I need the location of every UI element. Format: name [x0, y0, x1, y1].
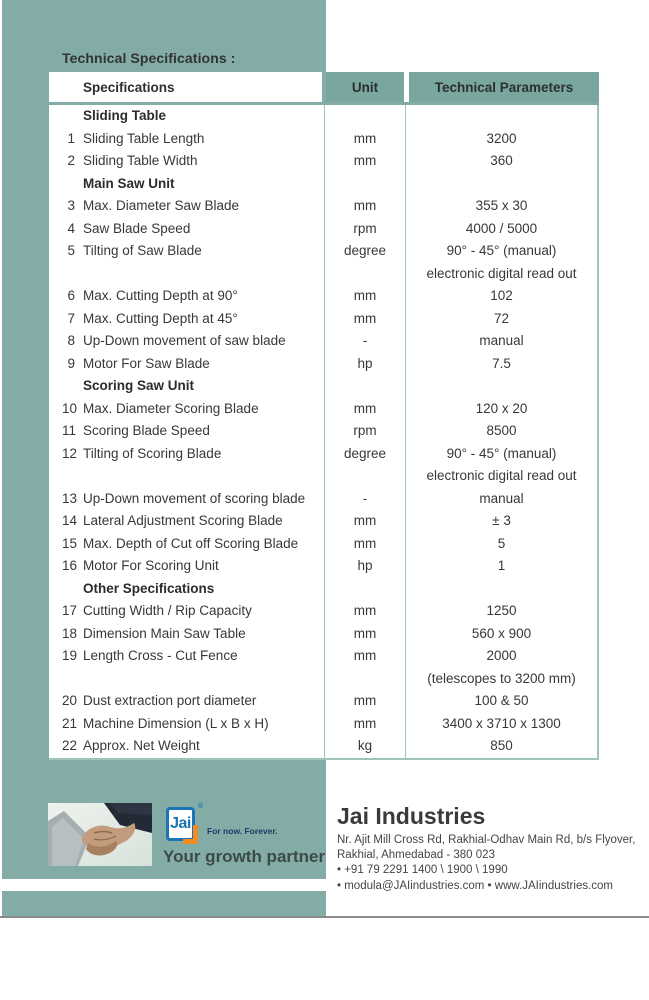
spec-row	[49, 285, 597, 308]
brand-tagline: Your growth partner	[163, 847, 326, 866]
unit-cell	[325, 375, 406, 398]
unit-cell: degree	[325, 240, 406, 285]
row-number: 14	[62, 513, 78, 528]
value-cell: 3200	[486, 130, 517, 146]
value-cell: 850	[490, 738, 513, 753]
value-cell: 102	[490, 288, 513, 303]
company-phone: • +91 79 2291 1400 \ 1900 \ 1990	[337, 864, 508, 877]
row-number: 7	[67, 310, 75, 326]
value-cell: 90° - 45° (manual) electronic digital read out	[426, 243, 577, 281]
spec-cell	[49, 578, 325, 601]
value-cell	[406, 173, 597, 196]
spec-label: Dust extraction port diameter	[83, 693, 257, 708]
row-number: 13	[62, 490, 78, 506]
unit-cell: mm	[325, 645, 406, 690]
spec-cell	[49, 128, 325, 151]
spec-cell	[49, 555, 325, 578]
unit-cell: mm	[325, 533, 406, 556]
value-cell: 7.5	[492, 355, 511, 371]
unit-cell: mm	[325, 195, 406, 218]
jai-logo-orange-accent	[183, 839, 198, 844]
unit-cell: mm	[325, 398, 406, 421]
spec-cell	[49, 713, 325, 736]
spec-cell	[49, 398, 325, 421]
row-number: 5	[67, 243, 75, 258]
spec-cell	[49, 285, 325, 308]
spec-cell	[49, 735, 325, 758]
row-number: 6	[67, 288, 75, 303]
value-cell: 120 x 20	[475, 400, 528, 416]
company-contacts: • modula@JAIindustries.com • www.JAIindustries.com	[337, 879, 614, 892]
unit-cell: -	[325, 330, 406, 353]
value-cell: 360	[490, 153, 513, 168]
column-header-unit: Unit	[326, 72, 404, 102]
spec-cell	[49, 308, 325, 331]
value-cell: 72	[493, 310, 510, 326]
page-title: Technical Specifications :	[62, 50, 236, 66]
spec-row	[49, 645, 597, 690]
row-number: 2	[67, 153, 75, 168]
row-number: 20	[62, 693, 78, 708]
spec-cell	[49, 420, 325, 443]
row-number: 18	[62, 625, 78, 641]
value-cell: 2000 (telescopes to 3200 mm)	[427, 648, 576, 686]
spec-label: Motor For Scoring Unit	[83, 558, 219, 573]
spec-label: Sliding Table Width	[83, 153, 198, 168]
row-number: 9	[67, 355, 75, 371]
spec-label: Lateral Adjustment Scoring Blade	[83, 513, 283, 528]
value-cell: manual	[479, 333, 524, 348]
row-number: 11	[62, 423, 77, 438]
spec-cell	[49, 690, 325, 713]
value-cell: 355 x 30	[475, 198, 528, 213]
unit-cell: mm	[325, 285, 406, 308]
spec-label: Max. Depth of Cut off Scoring Blade	[83, 535, 299, 551]
jai-logo	[166, 807, 195, 841]
spec-cell	[49, 330, 325, 353]
spec-table	[49, 72, 599, 760]
spec-row	[49, 623, 597, 646]
row-number: 10	[62, 400, 78, 416]
row-number	[62, 173, 75, 196]
row-number	[62, 375, 75, 398]
spec-row	[49, 353, 597, 376]
brand-slogan: For now. Forever.	[207, 826, 278, 836]
spec-row	[49, 330, 597, 353]
section-row	[49, 105, 597, 128]
spec-cell	[49, 443, 325, 488]
spec-label: Motor For Saw Blade	[83, 355, 210, 371]
spec-cell	[49, 240, 325, 285]
spec-row	[49, 195, 597, 218]
row-number: 17	[62, 603, 78, 618]
company-address-line1: Nr. Ajit Mill Cross Rd, Rakhial-Odhav Main Rd, b/s Flyover,	[337, 834, 636, 846]
unit-cell	[325, 578, 406, 601]
value-cell	[406, 375, 597, 398]
spec-row	[49, 128, 597, 151]
spec-label: Machine Dimension (L x B x H)	[83, 715, 269, 731]
spec-cell	[49, 375, 325, 398]
unit-cell: hp	[325, 353, 406, 376]
unit-cell: kg	[325, 735, 406, 758]
row-number: 12	[62, 445, 78, 461]
unit-cell: mm	[325, 623, 406, 646]
unit-cell	[325, 105, 406, 128]
spec-row	[49, 600, 597, 623]
spec-label: Saw Blade Speed	[83, 220, 191, 236]
value-cell: 100 & 50	[474, 693, 529, 708]
section-row	[49, 375, 597, 398]
unit-cell: -	[325, 488, 406, 511]
spec-row	[49, 713, 597, 736]
spec-label: Length Cross - Cut Fence	[83, 648, 238, 663]
spec-label: Up-Down movement of saw blade	[83, 333, 286, 348]
value-cell: 1	[497, 558, 506, 573]
spec-cell	[49, 218, 325, 241]
section-row	[49, 173, 597, 196]
value-cell: 4000 / 5000	[465, 220, 538, 236]
spec-cell	[49, 645, 325, 690]
spec-cell	[49, 533, 325, 556]
page-divider-line	[0, 916, 649, 918]
row-number: 19	[62, 648, 78, 663]
spec-label: Max. Cutting Depth at 90°	[83, 288, 238, 303]
unit-cell: mm	[325, 308, 406, 331]
section-label: Scoring Saw Unit	[83, 378, 195, 393]
section-row	[49, 578, 597, 601]
spec-table-body	[49, 105, 599, 760]
row-number: 16	[62, 558, 78, 573]
spec-cell	[49, 600, 325, 623]
spec-cell	[49, 173, 325, 196]
company-address-line2: Rakhial, Ahmedabad - 380 023	[337, 849, 495, 862]
spec-label: Approx. Net Weight	[83, 738, 200, 753]
unit-cell: mm	[325, 600, 406, 623]
unit-cell: rpm	[325, 218, 406, 241]
unit-cell: mm	[325, 690, 406, 713]
spec-row	[49, 488, 597, 511]
spec-cell	[49, 623, 325, 646]
row-number	[62, 105, 75, 128]
section-label: Main Saw Unit	[83, 175, 175, 191]
unit-cell: hp	[325, 555, 406, 578]
row-number: 21	[62, 715, 78, 731]
spec-cell	[49, 353, 325, 376]
section-label: Other Specifications	[83, 580, 215, 596]
spec-row	[49, 150, 597, 173]
spec-label: Max. Cutting Depth at 45°	[83, 310, 238, 326]
value-cell: 560 x 900	[471, 625, 532, 641]
spec-row	[49, 240, 597, 285]
spec-row	[49, 690, 597, 713]
value-cell: 8500	[486, 423, 517, 438]
spec-label: Scoring Blade Speed	[83, 423, 210, 438]
company-name: Jai Industries	[337, 803, 486, 829]
spec-row	[49, 218, 597, 241]
spec-row	[49, 555, 597, 578]
value-cell: 3400 x 3710 x 1300	[442, 715, 561, 731]
jai-logo-text: Jai	[170, 815, 191, 832]
unit-cell	[325, 173, 406, 196]
row-number: 4	[67, 220, 75, 236]
column-header-parameters: Technical Parameters	[409, 72, 599, 102]
spec-row	[49, 510, 597, 533]
spec-cell	[49, 510, 325, 533]
section-label: Sliding Table	[83, 108, 167, 123]
spec-cell	[49, 105, 325, 128]
spec-label: Max. Diameter Saw Blade	[83, 198, 240, 213]
column-header-specifications: Specifications	[49, 72, 322, 102]
unit-cell: rpm	[325, 420, 406, 443]
teal-background-bottom	[2, 891, 326, 916]
spec-label: Dimension Main Saw Table	[83, 625, 246, 641]
spec-label: Tilting of Scoring Blade	[83, 445, 222, 461]
value-cell: 1250	[486, 603, 517, 618]
spec-label: Cutting Width / Rip Capacity	[83, 603, 252, 618]
handshake-photo	[48, 803, 152, 866]
row-number: 8	[67, 333, 75, 348]
row-number: 1	[67, 130, 75, 146]
row-number: 22	[62, 738, 78, 753]
spec-row	[49, 443, 597, 488]
spec-row	[49, 533, 597, 556]
unit-cell: degree	[325, 443, 406, 488]
spec-cell	[49, 488, 325, 511]
spec-cell	[49, 150, 325, 173]
unit-cell: mm	[325, 510, 406, 533]
spec-label: Max. Diameter Scoring Blade	[83, 400, 259, 416]
spec-cell	[49, 195, 325, 218]
spec-table-header	[49, 72, 599, 102]
row-number: 15	[62, 535, 78, 551]
row-number: 3	[67, 198, 75, 213]
value-cell: 90° - 45° (manual) electronic digital read out	[426, 445, 577, 483]
value-cell: manual	[479, 490, 524, 506]
company-info	[337, 803, 635, 894]
unit-cell: mm	[325, 713, 406, 736]
spec-label: Sliding Table Length	[83, 130, 205, 146]
unit-cell: mm	[325, 128, 406, 151]
spec-row	[49, 735, 597, 758]
spec-label: Up-Down movement of scoring blade	[83, 490, 306, 506]
value-cell	[406, 578, 597, 601]
spec-row	[49, 308, 597, 331]
spec-label: Tilting of Saw Blade	[83, 243, 202, 258]
value-cell: ± 3	[492, 513, 511, 528]
value-cell: 5	[497, 535, 506, 551]
unit-cell: mm	[325, 150, 406, 173]
registered-trademark: ®	[198, 803, 204, 810]
spec-row	[49, 420, 597, 443]
value-cell	[406, 105, 597, 128]
row-number	[62, 578, 75, 601]
spec-row	[49, 398, 597, 421]
